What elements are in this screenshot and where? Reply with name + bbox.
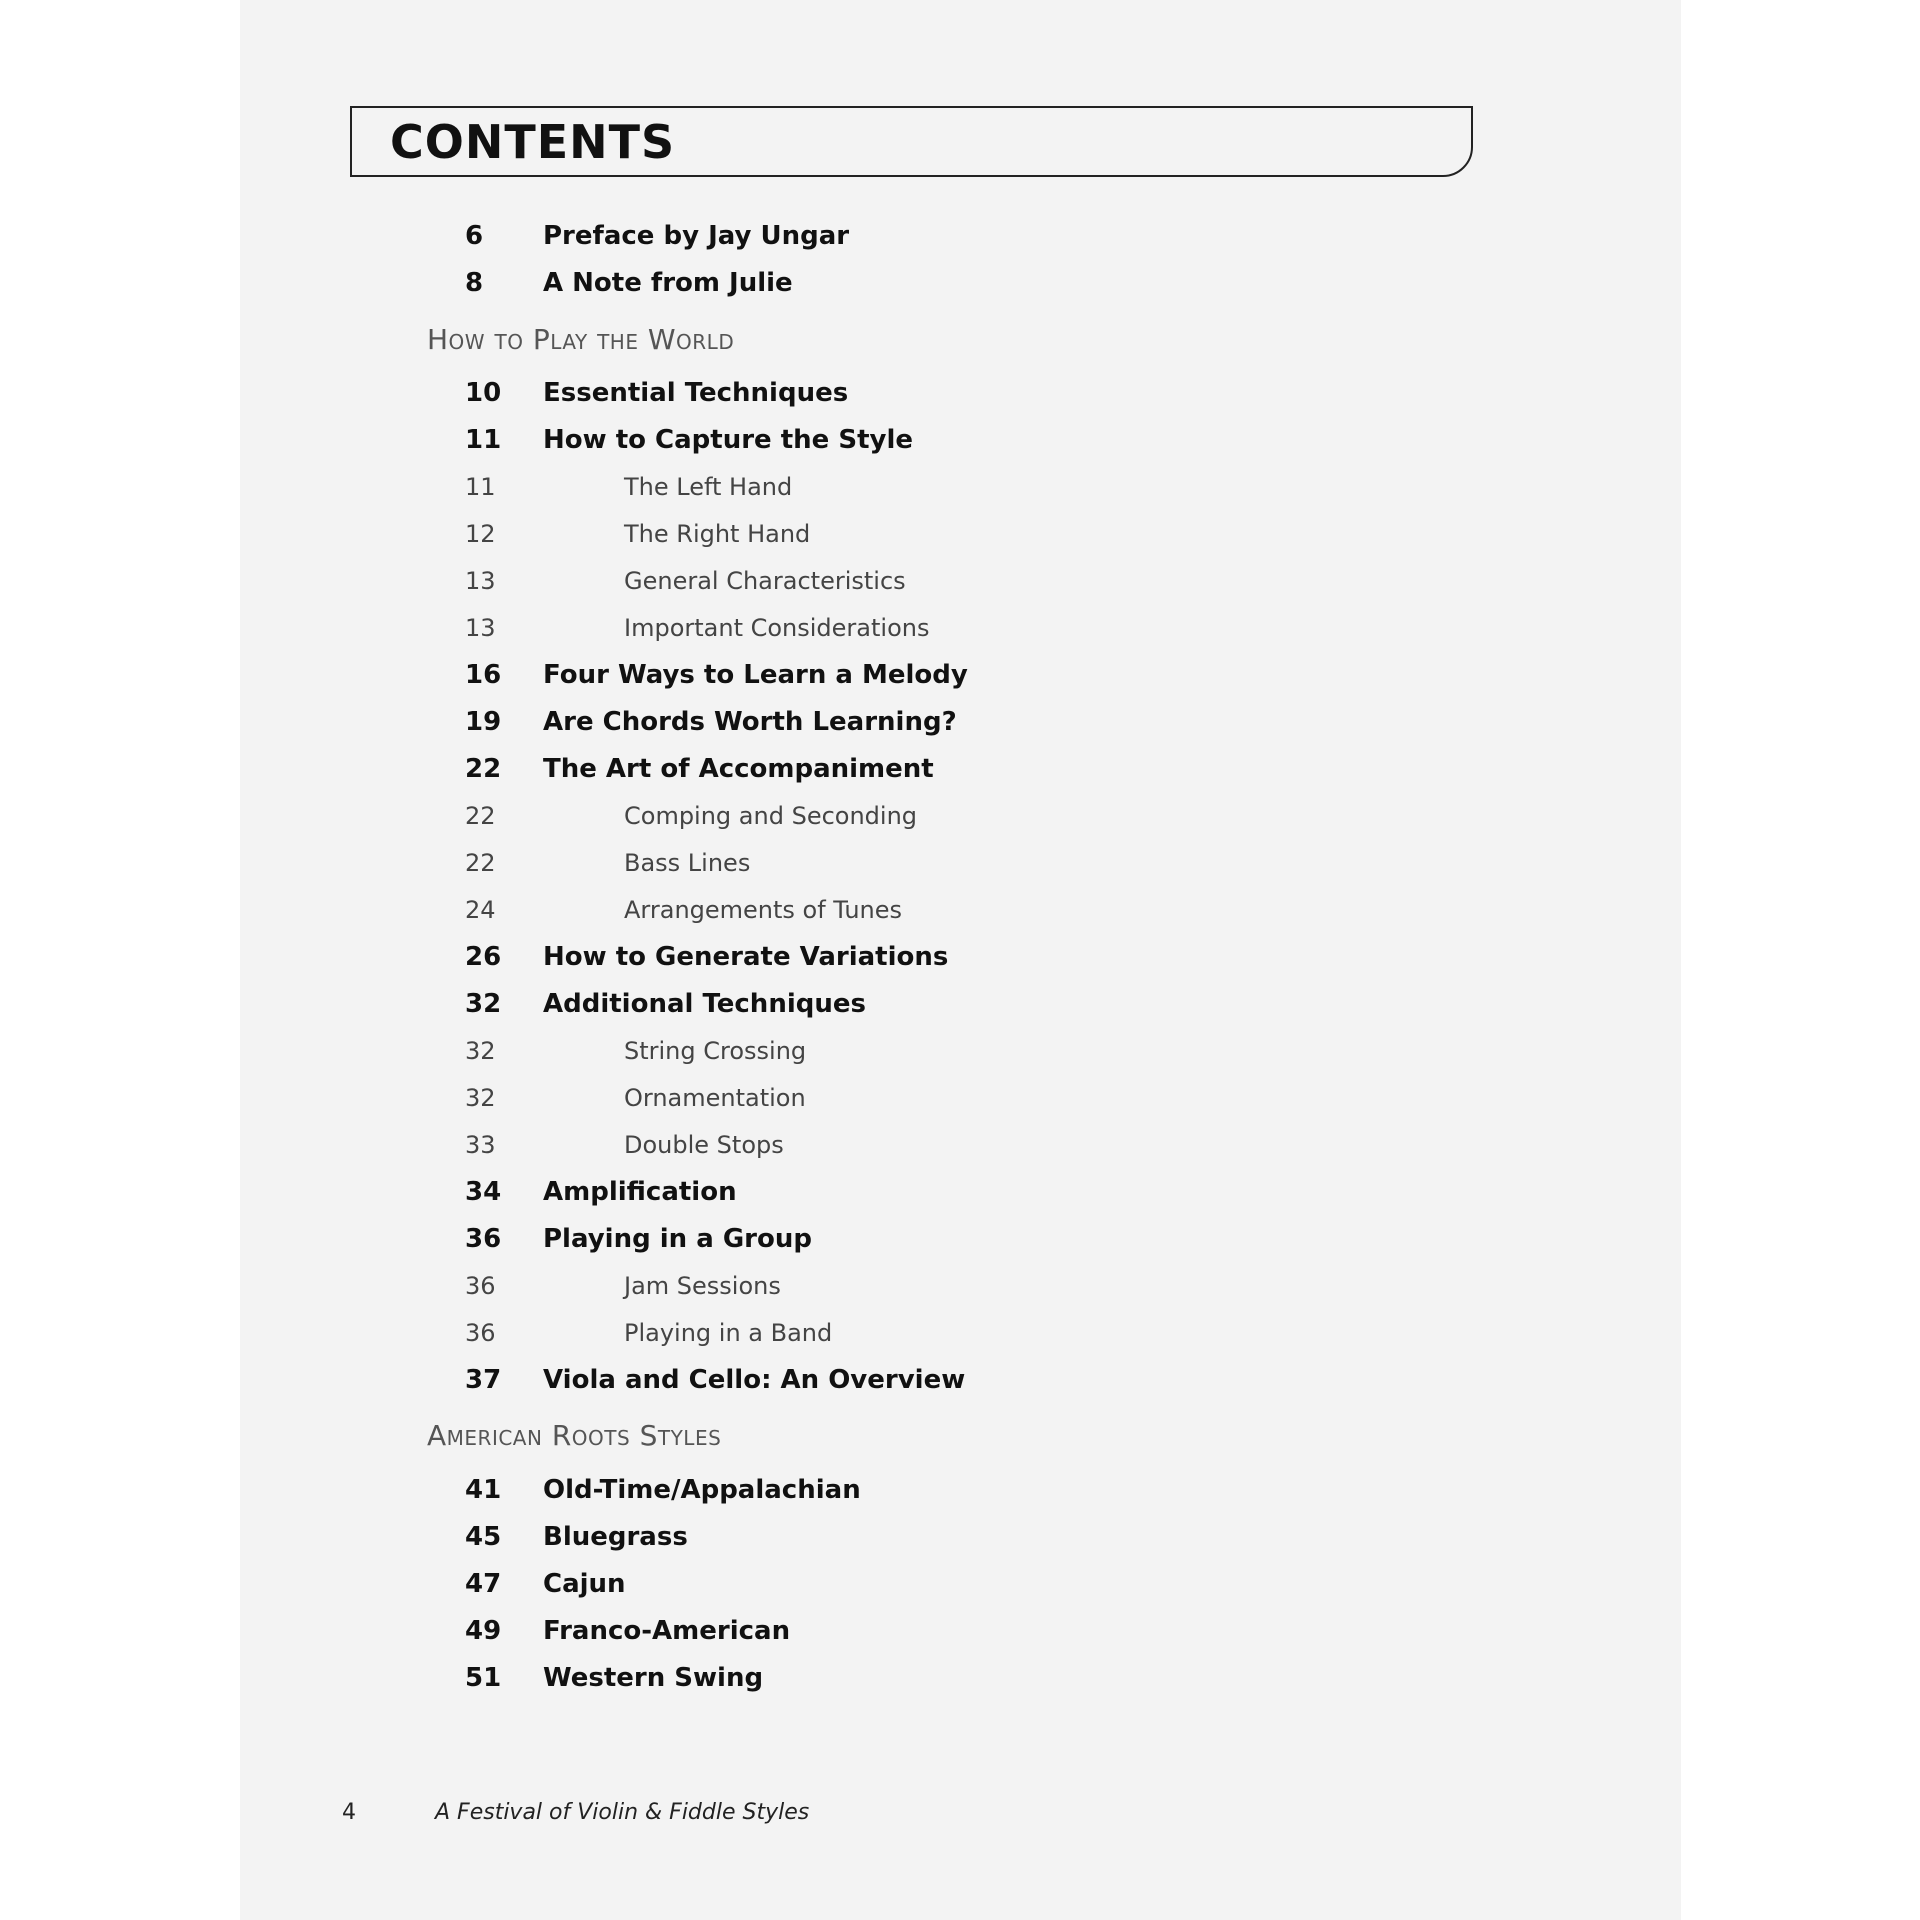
toc-page-number: 13 bbox=[465, 567, 496, 595]
toc-page-number: 11 bbox=[465, 425, 502, 455]
toc-entry-title: Four Ways to Learn a Melody bbox=[543, 660, 968, 690]
toc-entry bbox=[240, 1611, 1681, 1651]
toc-page-number: 36 bbox=[465, 1272, 496, 1300]
toc-entry bbox=[240, 216, 1681, 256]
toc-page-number: 41 bbox=[465, 1475, 502, 1505]
toc-entry-title: Western Swing bbox=[543, 1663, 764, 1693]
toc-subentry bbox=[240, 467, 1681, 507]
toc-entry bbox=[240, 1658, 1681, 1698]
toc-subentry bbox=[240, 1078, 1681, 1118]
toc-page-number: 6 bbox=[465, 221, 484, 251]
section-heading: How to Play the World bbox=[427, 323, 735, 356]
toc-entry-title: Additional Techniques bbox=[543, 989, 866, 1019]
toc-subentry bbox=[240, 1266, 1681, 1306]
toc-entry bbox=[240, 702, 1681, 742]
toc-page-number: 12 bbox=[465, 520, 496, 548]
section-heading: American Roots Styles bbox=[427, 1419, 722, 1452]
toc-page-number: 24 bbox=[465, 896, 496, 924]
toc-entry-title: Old-Time/Appalachian bbox=[543, 1475, 861, 1505]
toc-entry bbox=[240, 1470, 1681, 1510]
toc-page-number: 32 bbox=[465, 1084, 496, 1112]
toc-entry-title: Essential Techniques bbox=[543, 378, 849, 408]
toc-subentry bbox=[240, 796, 1681, 836]
toc-page-number: 10 bbox=[465, 378, 502, 408]
toc-page-number: 36 bbox=[465, 1224, 502, 1254]
toc-entry-title: Arrangements of Tunes bbox=[624, 896, 903, 924]
toc-entry-title: General Characteristics bbox=[624, 567, 906, 595]
toc-entry-title: The Right Hand bbox=[624, 520, 811, 548]
toc-entry bbox=[240, 1172, 1681, 1212]
toc-page-number: 11 bbox=[465, 473, 496, 501]
toc-entry bbox=[240, 263, 1681, 303]
toc-page-number: 22 bbox=[465, 802, 496, 830]
toc-subentry bbox=[240, 1031, 1681, 1071]
toc-page-number: 49 bbox=[465, 1616, 502, 1646]
toc-entry-title: The Art of Accompaniment bbox=[543, 754, 934, 784]
toc-entry bbox=[240, 655, 1681, 695]
footer-page-number: 4 bbox=[342, 1800, 356, 1825]
toc-entry-title: Amplification bbox=[543, 1177, 737, 1207]
toc-entry-title: Are Chords Worth Learning? bbox=[543, 707, 957, 737]
toc-page-number: 22 bbox=[465, 754, 502, 784]
toc-entry bbox=[240, 373, 1681, 413]
toc-entry bbox=[240, 1360, 1681, 1400]
toc-entry-title: Cajun bbox=[543, 1569, 626, 1599]
toc-subentry bbox=[240, 1125, 1681, 1165]
toc-entry bbox=[240, 749, 1681, 789]
toc-page-number: 13 bbox=[465, 614, 496, 642]
book-page bbox=[240, 0, 1681, 1920]
toc-subentry bbox=[240, 890, 1681, 930]
contents-header-box bbox=[350, 106, 1473, 177]
page-title: CONTENTS bbox=[390, 115, 676, 169]
toc-entry-title: Comping and Seconding bbox=[624, 802, 918, 830]
toc-page-number: 51 bbox=[465, 1663, 502, 1693]
toc-subentry bbox=[240, 561, 1681, 601]
toc-page-number: 32 bbox=[465, 1037, 496, 1065]
toc-entry bbox=[240, 420, 1681, 460]
toc-entry bbox=[240, 1517, 1681, 1557]
toc-page-number: 22 bbox=[465, 849, 496, 877]
toc-page-number: 45 bbox=[465, 1522, 502, 1552]
toc-entry-title: Viola and Cello: An Overview bbox=[543, 1365, 966, 1395]
toc-entry-title: A Note from Julie bbox=[543, 268, 793, 298]
toc-subentry bbox=[240, 514, 1681, 554]
toc-entry-title: Playing in a Band bbox=[624, 1319, 833, 1347]
toc-entry-title: The Left Hand bbox=[624, 473, 793, 501]
toc-subentry bbox=[240, 843, 1681, 883]
toc-entry-title: How to Generate Variations bbox=[543, 942, 949, 972]
toc-entry-title: Bass Lines bbox=[624, 849, 751, 877]
toc-entry-title: Double Stops bbox=[624, 1131, 784, 1159]
toc-entry-title: Playing in a Group bbox=[543, 1224, 812, 1254]
toc-page-number: 8 bbox=[465, 268, 484, 298]
toc-entry-title: Bluegrass bbox=[543, 1522, 688, 1552]
toc-page-number: 16 bbox=[465, 660, 502, 690]
toc-subentry bbox=[240, 1313, 1681, 1353]
toc-page-number: 19 bbox=[465, 707, 502, 737]
toc-entry-title: Franco-American bbox=[543, 1616, 791, 1646]
toc-page-number: 34 bbox=[465, 1177, 502, 1207]
toc-entry bbox=[240, 1564, 1681, 1604]
toc-page-number: 47 bbox=[465, 1569, 502, 1599]
toc-entry bbox=[240, 1219, 1681, 1259]
toc-subentry bbox=[240, 608, 1681, 648]
toc-page-number: 37 bbox=[465, 1365, 502, 1395]
toc-entry bbox=[240, 984, 1681, 1024]
toc-entry-title: How to Capture the Style bbox=[543, 425, 913, 455]
toc-entry bbox=[240, 937, 1681, 977]
toc-entry-title: Preface by Jay Ungar bbox=[543, 221, 850, 251]
toc-page-number: 36 bbox=[465, 1319, 496, 1347]
toc-page-number: 33 bbox=[465, 1131, 496, 1159]
toc-entry-title: String Crossing bbox=[624, 1037, 807, 1065]
toc-page-number: 26 bbox=[465, 942, 502, 972]
toc-entry-title: Jam Sessions bbox=[624, 1272, 781, 1300]
toc-entry-title: Important Considerations bbox=[624, 614, 930, 642]
footer-book-title: A Festival of Violin & Fiddle Styles bbox=[435, 1800, 810, 1825]
toc-entry-title: Ornamentation bbox=[624, 1084, 806, 1112]
toc-page-number: 32 bbox=[465, 989, 502, 1019]
